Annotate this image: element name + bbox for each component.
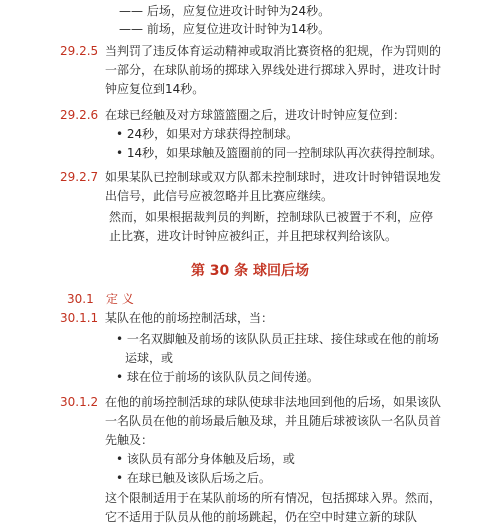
text-line: 如果某队已控制球或双方队都未控制球时，进攻计时钟错误地发 xyxy=(105,170,442,184)
bullet-item: • 该队员有部分身体触及后场，或 xyxy=(116,452,295,466)
bullet-item: • 一名双脚触及前场的该队队员正拄球、接住球或在他的前场 xyxy=(116,332,439,346)
text-line: 某队在他的前场控制活球，当： xyxy=(105,311,274,325)
text-line: 运球，或 xyxy=(125,351,174,365)
text-line: 它不适用于队员从他的前场跳起，仍在空中时建立新的球队 xyxy=(105,510,418,524)
text-line: 止比赛，进攻计时钟应被纠正，并且把球权判给该队。 xyxy=(109,229,398,243)
section-number: 29.2.7 xyxy=(60,170,99,184)
text-line: 然而，如果根据裁判员的判断，控制球队已被置于不利，应停 xyxy=(109,210,434,224)
text-line: 一名队员在他的前场最后触及球，并且随后球被该队一名队员首 xyxy=(105,414,442,428)
section-number: 29.2.5 xyxy=(60,44,99,58)
bullet-item: • 在球已触及该队后场之后。 xyxy=(116,471,271,485)
bullet-item: • 24秒，如果对方球获得控制球。 xyxy=(116,127,299,141)
text-line: 在球已经触及对方球篮篮圈之后，进攻计时钟应复位到： xyxy=(105,108,406,122)
article-heading: 第 30 条 球回后场 xyxy=(190,263,310,279)
text-line: 这个限制适用于在某队前场的所有情况，包括掷球入界。然而， xyxy=(105,491,442,505)
text-line: 一部分，在球队前场的掷球入界线处进行掷球入界时，进攻计时 xyxy=(105,63,442,77)
section-title: 定 义 xyxy=(106,292,134,306)
section-number: 30.1 xyxy=(67,292,94,306)
section-number: 29.2.6 xyxy=(60,108,99,122)
section-number: 30.1.2 xyxy=(60,395,99,409)
text-line: —— 后场，应复位进攻计时钟为24秒。 xyxy=(119,4,331,18)
text-line: 当判罚了违反体育运动精神或取消比赛资格的犯规，作为罚则的 xyxy=(105,44,442,58)
text-line: 钟应复位到14秒。 xyxy=(105,82,205,96)
text-line: 在他的前场控制活球的球队使球非法地回到他的后场，如果该队 xyxy=(105,395,442,409)
text-line: 出信号，此信号应被忽略并且比赛应继续。 xyxy=(105,189,334,203)
text-line: 先触及： xyxy=(105,433,154,447)
section-number: 30.1.1 xyxy=(60,311,99,325)
bullet-item: • 14秒，如果球触及篮圈前的同一控制球队再次获得控制球。 xyxy=(116,146,443,160)
text-line: —— 前场，应复位进攻计时钟为14秒。 xyxy=(119,22,331,36)
bullet-item: • 球在位于前场的该队队员之间传递。 xyxy=(116,370,319,384)
